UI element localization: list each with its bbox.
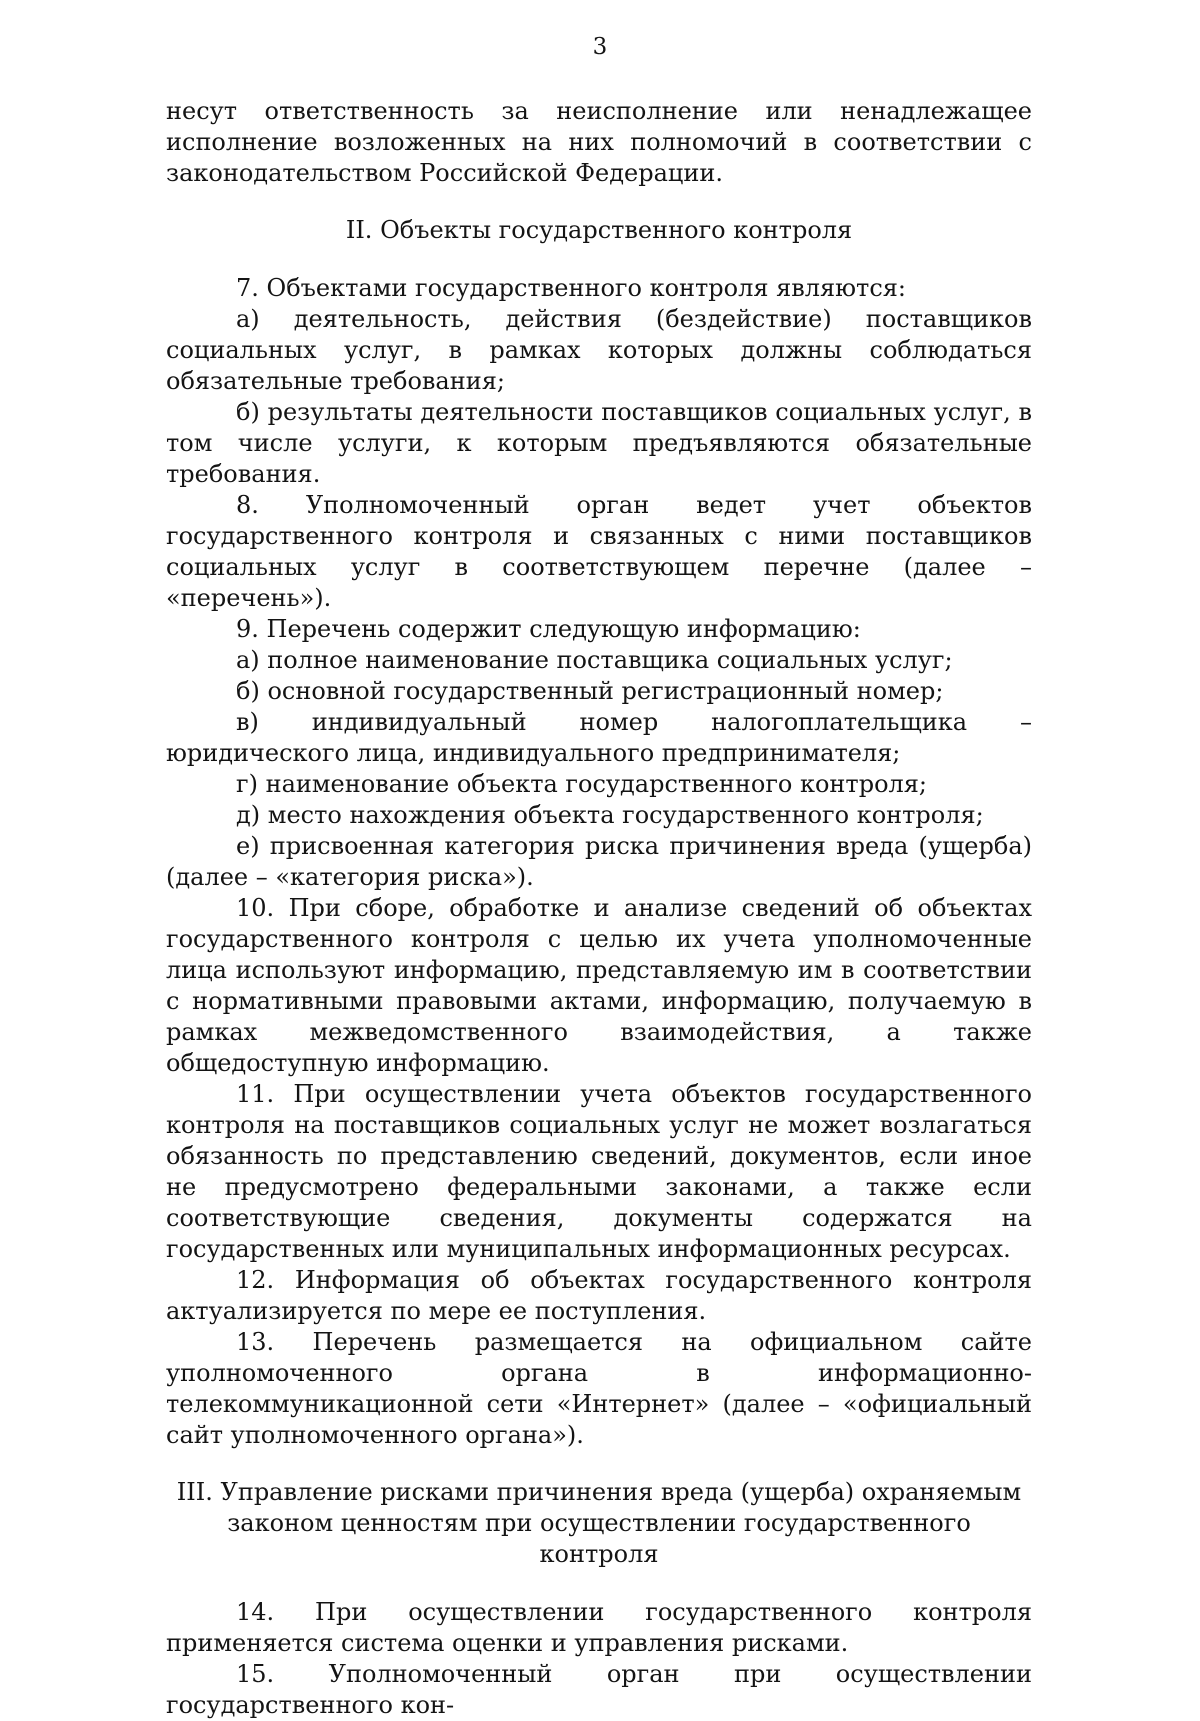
paragraph-7-intro: 7. Объектами государственного контроля являются:: [236, 274, 906, 302]
section-3-heading: [166, 1477, 1032, 1570]
paragraph-7-item-b: б) результаты деятельности поставщиков социальных услуг, в том числе услуги, к которым предъявляются обязательные требования.: [166, 398, 1032, 488]
paragraph-9-item-d: г) наименование объекта государственного контроля;: [236, 770, 927, 798]
page-number: 3: [592, 34, 608, 60]
paragraph-10: 10. При сборе, обработке и анализе сведений об объектах государственного контроля с целью их учета уполномоченные лица используют информацию, представляемую им в соответствии с нормативными правовыми актами, информацию, получаемую в рамках межведомственного взаимодействия, а также общедоступную информацию.: [166, 894, 1032, 1077]
paragraph-12: 12. Информация об объектах государственного контроля актуализируется по мере ее поступления.: [166, 1266, 1032, 1325]
paragraph-11: 11. При осуществлении учета объектов государственного контроля на поставщиков социальных услуг не может возлагаться обязанность по представлению сведений, документов, если иное не предусмотрено федеральными законами, а также если соответствующие сведения, документы содержатся на государственных или муниципальных информационных ресурсах.: [166, 1080, 1032, 1263]
section-2-heading: II. Объекты государственного контроля: [345, 216, 853, 244]
paragraph-7-item-a: а) деятельность, действия (бездействие) поставщиков социальных услуг, в рамках которых должны соблюдаться обязательные требования;: [166, 305, 1032, 395]
paragraph-9-item-c: в) индивидуальный номер налогоплательщика – юридического лица, индивидуального предпринимателя;: [166, 708, 1032, 767]
paragraph-9-item-f: е) присвоенная категория риска причинения вреда (ущерба) (далее – «категория риска»).: [166, 832, 1032, 891]
paragraph-9-item-b: б) основной государственный регистрационный номер;: [236, 677, 944, 705]
paragraph-8: 8. Уполномоченный орган ведет учет объектов государственного контроля и связанных с ними поставщиков социальных услуг в соответствующем перечне (далее – «перечень»).: [166, 491, 1032, 612]
paragraph-9-item-a: а) полное наименование поставщика социальных услуг;: [236, 646, 953, 674]
paragraph-13: 13. Перечень размещается на официальном сайте уполномоченного органа в информационно-телекоммуникационной сети «Интернет» (далее – «официальный сайт уполномоченного органа»).: [166, 1328, 1032, 1449]
paragraph-9-intro: 9. Перечень содержит следующую информацию:: [236, 615, 861, 643]
paragraph-14: 14. При осуществлении государственного контроля применяется система оценки и управления рисками.: [166, 1598, 1032, 1657]
document-body: [166, 96, 1032, 1721]
section-3-heading-line-1: III. Управление рисками причинения вреда (ущерба) охраняемым: [176, 1478, 1022, 1506]
paragraph-15: 15. Уполномоченный орган при осуществлении государственного кон-: [166, 1660, 1032, 1719]
paragraph-9-item-e: д) место нахождения объекта государственного контроля;: [236, 801, 984, 829]
section-3-heading-line-2: законом ценностям при осуществлении государственного контроля: [227, 1509, 971, 1568]
continued-paragraph: несут ответственность за неисполнение или ненадлежащее исполнение возложенных на них полномочий в соответствии с законодательством Российской Федерации.: [166, 97, 1032, 187]
